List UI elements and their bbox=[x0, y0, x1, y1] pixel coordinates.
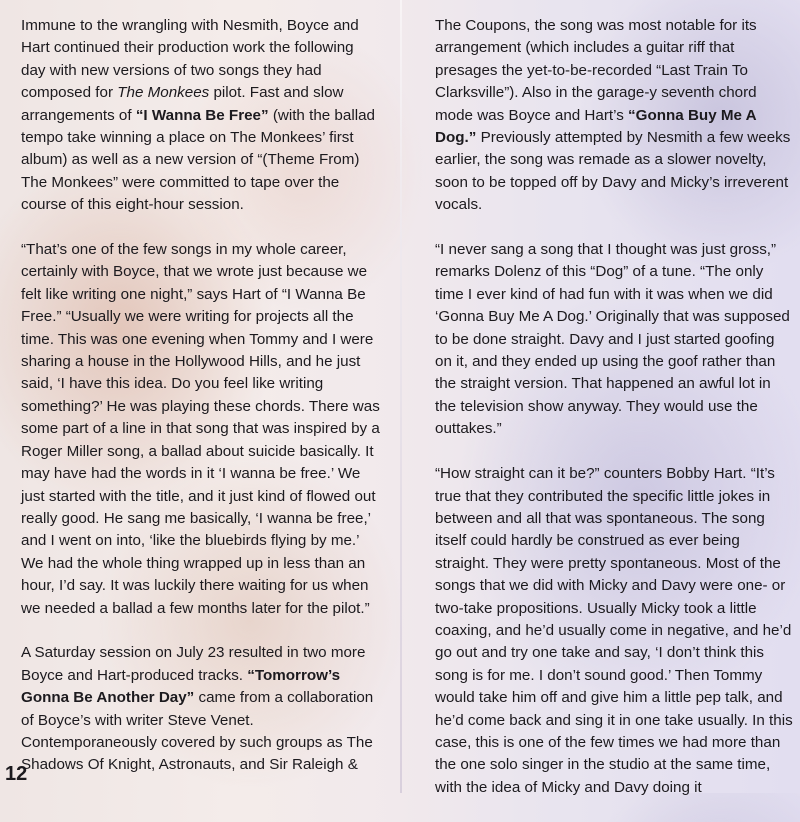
left-column bbox=[21, 15, 381, 799]
paragraph bbox=[435, 15, 795, 217]
right-column bbox=[435, 15, 795, 822]
text-run: Immune to the wrangling with Nesmith, Boyce and Hart continued their production work the following day with new versions of two songs they had composed for bbox=[21, 17, 359, 102]
text-run: A Saturday session on July 23 resulted in two more Boyce and Hart-produced tracks. bbox=[21, 644, 366, 684]
text-run: The Coupons, the song was most notable for its arrangement (which includes a guitar riff that presages the yet-to-be-recorded “Last Train To Clarksville”). Also in the garage-y seventh chord mode was Boyce and Hart’s bbox=[435, 17, 757, 124]
paragraph bbox=[21, 642, 381, 776]
page-number: 12 bbox=[5, 763, 28, 785]
song-title: “Tomorrow’s Gonna Be Another Day” bbox=[21, 666, 341, 707]
paragraph: “How straight can it be?” counters Bobby Hart. “It’s true that they contributed the specific little jokes in between and all that was spontaneous. The song itself could hardly be construed as ever being straight. They were pretty spontaneous. Most of the songs that we did with Micky and Davy were one- or two-take propositions. Usually Micky took a little coaxing, and he’d usually come in negative, and he’d go out and try one take and say, ‘I don’t think this song is for me. I don’t sound good.’ Then Tommy would take him off and give him a little pep talk, and he’d come back and sing it in one take usually. In this case, this is one of the few times we had more than the one solo singer in the studio at the same time, with the idea of Micky and Davy doing it bbox=[435, 465, 793, 796]
song-title: “I Wanna Be Free” bbox=[135, 106, 269, 124]
paragraph bbox=[21, 15, 381, 217]
text-run: (with the ballad tempo take winning a place on The Monkees’ first album) as well as a new version of “(Theme From) The Monkees” were committed to tape over the course of this eight-hour session. bbox=[21, 106, 375, 214]
text-run: came from a collaboration of Boyce’s with writer Steve Venet. Contemporaneously covered by such groups as The Shadows Of Knight, Astronauts, and Sir Raleigh & bbox=[21, 689, 374, 774]
italic-title: The Monkees bbox=[117, 84, 210, 102]
text-run: pilot. Fast and slow arrangements of bbox=[21, 84, 344, 124]
paragraph: “That’s one of the few songs in my whole career, certainly with Boyce, that we wrote just because we felt like writing one night,” says Hart of “I Wanna Be Free.” “Usually we were writing for projects all the time. This was one evening when Tommy and I were sharing a house in the Hollywood Hills, and he just said, ‘I have this idea. Do you feel like writing something?’ He was playing these chords. There was some part of a line in that song that was inspired by a Roger Miller song, a ballad about suicide basically. It may have had the words in it ‘I wanna be free.’ We just started with the title, and it just kind of flowed out really good. He sang me basically, ‘I wanna be free,’ and I went on into, ‘like the bluebirds flying by me.’ We had the whole thing wrapped up in less than an hour, I’d say. It was luckily there waiting for us when we needed a ballad a few months later for the pilot.” bbox=[21, 241, 380, 617]
text-run: Previously attempted by Nesmith a few weeks earlier, the song was remade as a slower novelty, soon to be topped off by Davy and Micky’s irreverent vocals. bbox=[435, 129, 791, 214]
page-fold bbox=[400, 0, 402, 793]
song-title: “Gonna Buy Me A Dog.” bbox=[435, 106, 757, 147]
paragraph: “I never sang a song that I thought was just gross,” remarks Dolenz of this “Dog” of a tune. “The only time I ever kind of had fun with it was when we did ‘Gonna Buy Me A Dog.’ Originally that was supposed to be done straight. Davy and I just started goofing on it, and they ended up using the goof rather than the straight version. That happened an awful lot in the television show anyway. They would use the outtakes.” bbox=[435, 241, 790, 438]
